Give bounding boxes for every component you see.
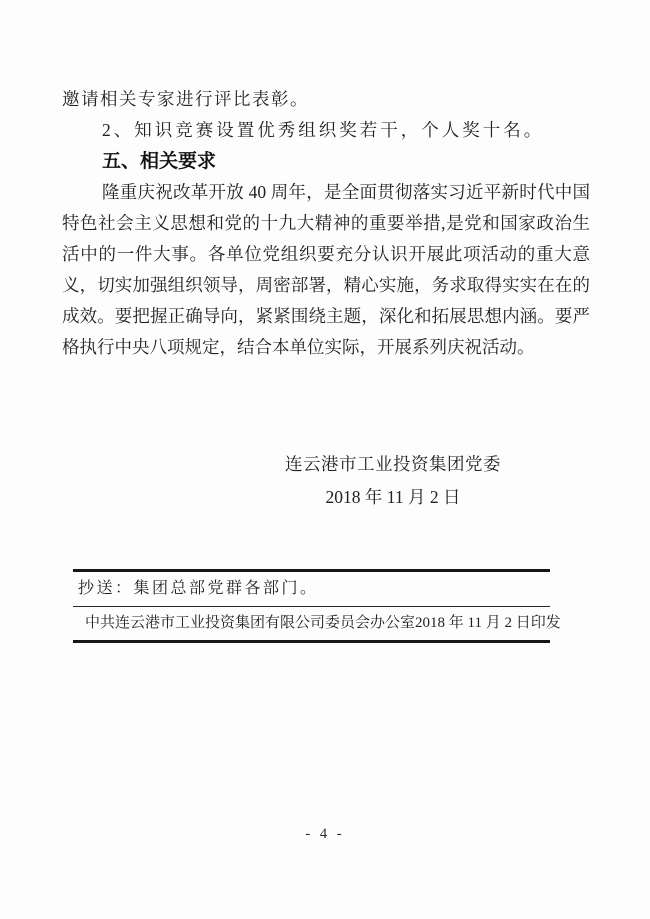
document-body [62,84,590,363]
print-date: 2018 年 11 月 2 日印发 [415,615,561,631]
cc-line: 抄送：集团总部党群各部门。 [73,572,550,607]
body-line: 隆重庆祝改革开放 40 周年，是全面贯彻落实习近平新时代中国 [102,182,590,202]
body-line: 特色社会主义思想和党的十九大精神的重要举措,是党和国家政治生 [62,213,590,233]
issuing-office: 中共连云港市工业投资集团有限公司委员会办公室 [85,615,416,631]
page-number: - 4 - [305,826,345,842]
body-line: 活中的一件大事。各单位党组织要充分认识开展此项活动的重大意 [62,244,590,264]
signature-organization: 连云港市工业投资集团党委 [285,454,501,474]
signature-block [253,451,533,510]
body-line: 2、知识竞赛设置优秀组织奖若干，个人奖十名。 [102,120,545,140]
imprint-row [73,607,561,640]
body-line: 格执行中央八项规定，结合本单位实际，开展系列庆祝活动。 [62,337,535,357]
body-line: 义，切实加强组织领导，周密部署，精心实施，务求取得实实在在的 [62,275,590,295]
section-heading: 五、相关要求 [102,151,217,172]
signature-date: 2018 年 11 月 2 日 [325,487,461,507]
body-line: 邀请相关专家进行评比表彰。 [62,89,309,109]
document-footer-box [73,569,561,643]
body-line: 成效。要把握正确导向，紧紧围绕主题，深化和拓展思想内涵。要严 [62,306,590,326]
